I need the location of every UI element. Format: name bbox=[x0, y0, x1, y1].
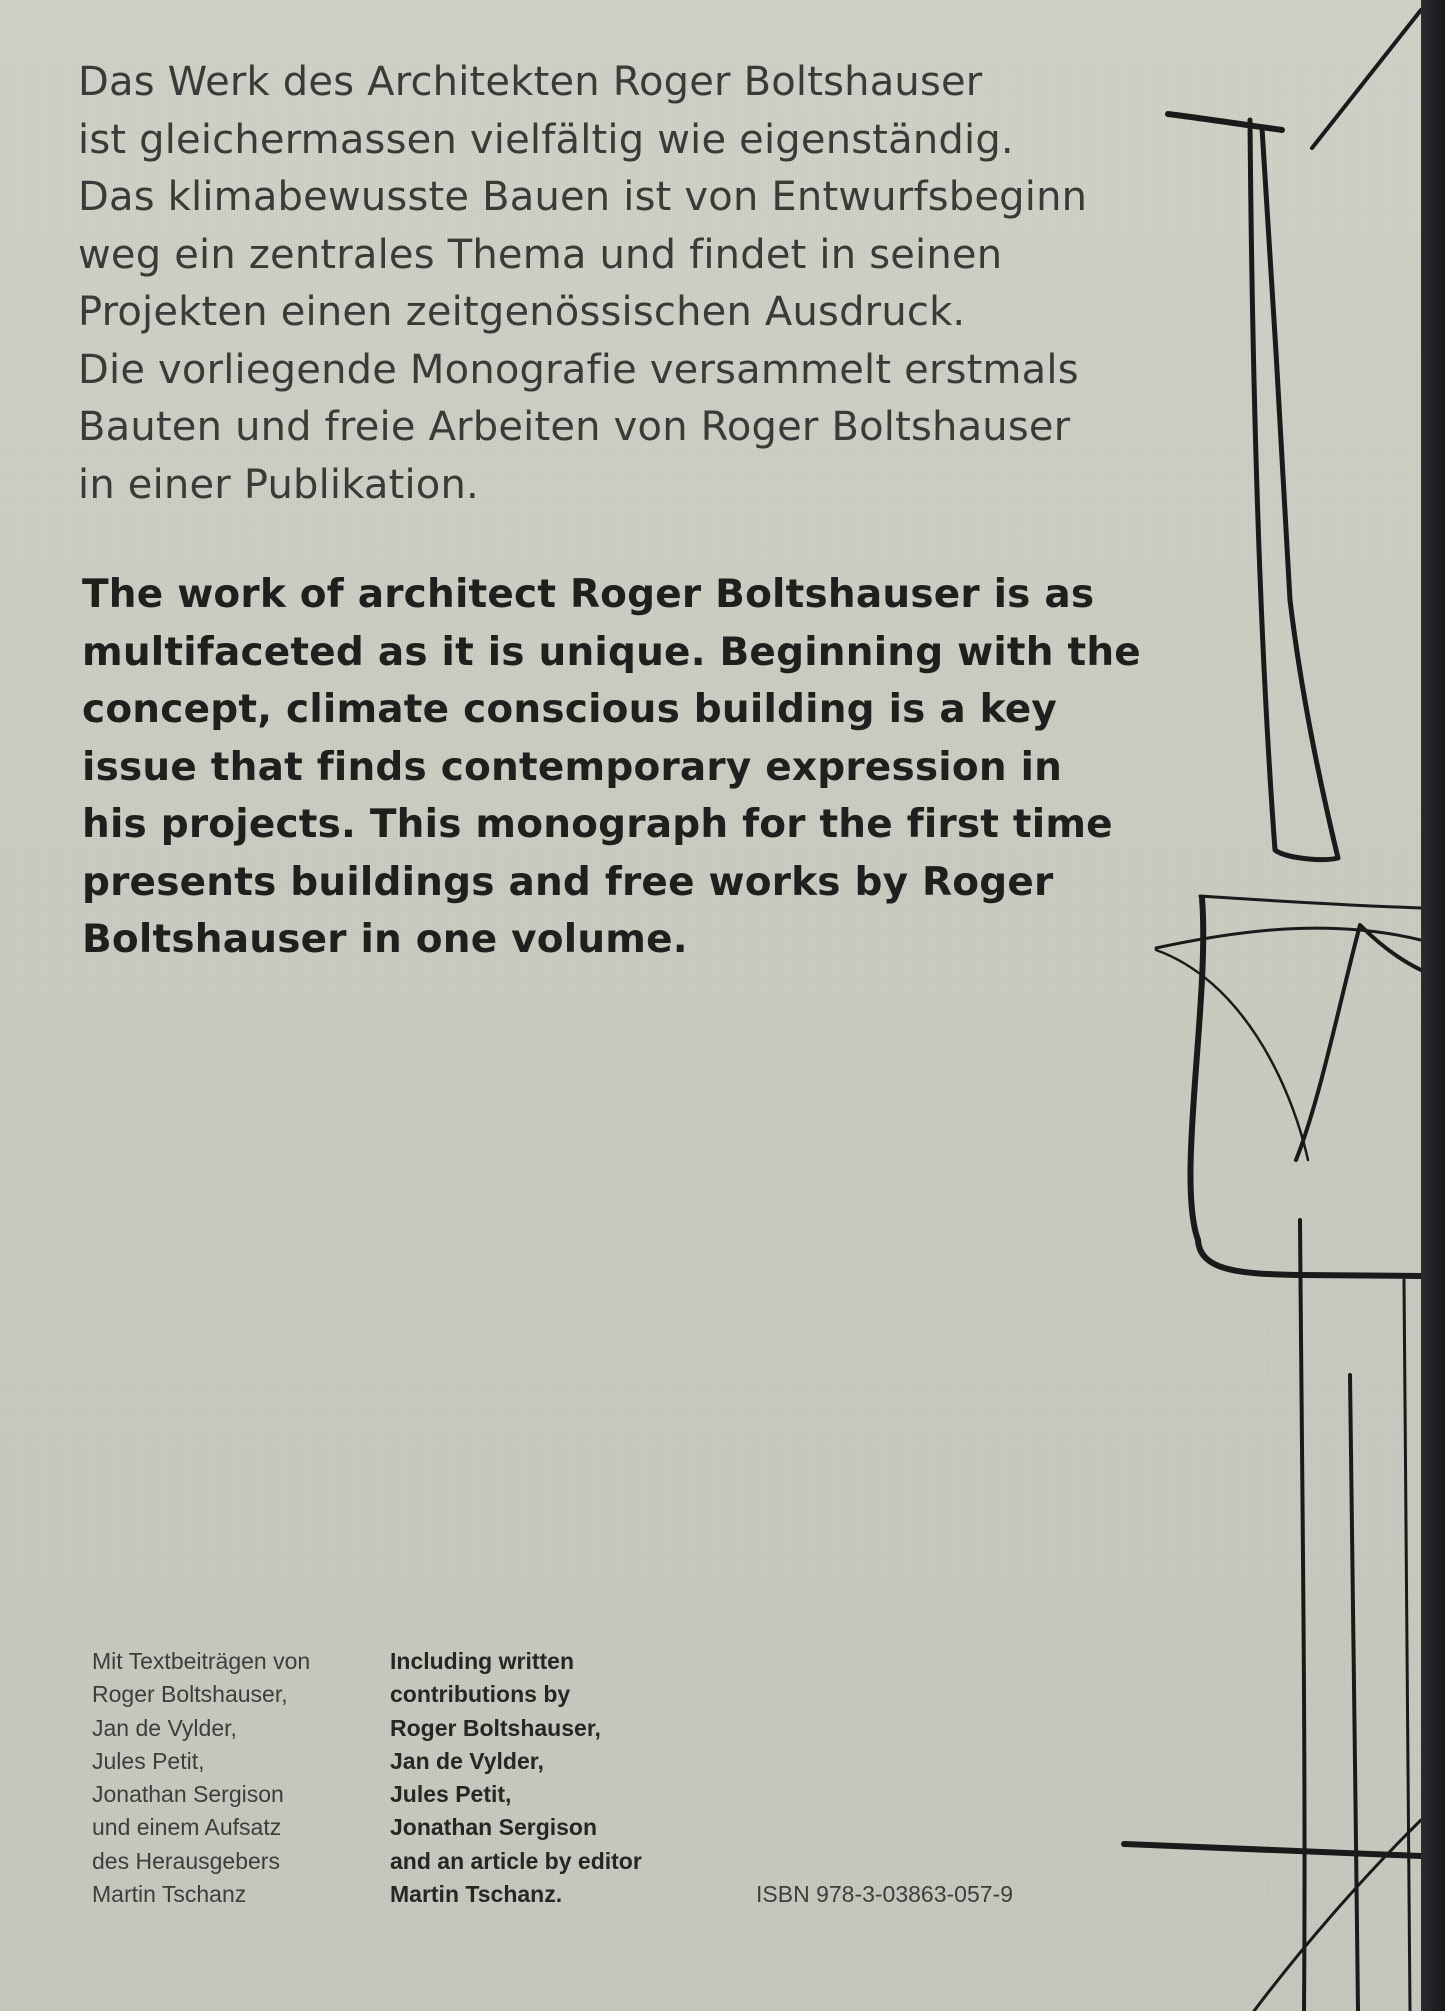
description-german-line: Die vorliegende Monografie versammelt erstmals bbox=[78, 346, 1079, 393]
credits-german bbox=[92, 1645, 310, 1911]
description-german-line: Projekten einen zeitgenössischen Ausdruck. bbox=[78, 289, 966, 335]
sketch-stroke-diagonal bbox=[1312, 10, 1421, 148]
description-german-line: weg ein zentrales Thema und findet in seinen bbox=[78, 231, 1003, 278]
sketch-stroke-vertical-2 bbox=[1350, 1375, 1358, 2011]
credits-english-line: Jonathan Sergison bbox=[390, 1814, 598, 1841]
description-german bbox=[78, 54, 1198, 514]
description-german-line: Das klimabewusste Bauen ist von Entwurfsbeginn bbox=[78, 174, 1088, 220]
credits-english bbox=[390, 1645, 642, 1911]
description-german-line: Bauten und freie Arbeiten von Roger Boltshauser bbox=[78, 404, 1071, 450]
isbn-number: ISBN 978-3-03863-057-9 bbox=[756, 1881, 1013, 1907]
description-english-line: The work of architect Roger Boltshauser is as bbox=[82, 572, 1095, 617]
sketch-stroke-box-top bbox=[1200, 896, 1421, 908]
credits-german-line: Jan de Vylder, bbox=[92, 1714, 237, 1741]
description-english-line: his projects. This monograph for the first time bbox=[82, 802, 1113, 847]
sketch-stroke-column bbox=[1250, 120, 1338, 860]
description-english-line: concept, climate conscious building is a key bbox=[82, 687, 1057, 732]
sketch-stroke-vertical-3 bbox=[1404, 1280, 1410, 2011]
description-english-line: issue that finds contemporary expression in bbox=[82, 744, 1063, 790]
credits-english-line: Jan de Vylder, bbox=[390, 1747, 544, 1774]
description-english bbox=[82, 566, 1202, 969]
credits-german-line: des Herausgebers bbox=[92, 1847, 280, 1874]
book-spine-edge bbox=[1421, 0, 1445, 2011]
credits-german-line: Mit Textbeiträgen von bbox=[92, 1648, 311, 1674]
sketch-stroke-base bbox=[1124, 1844, 1421, 1856]
credits-english-line: Including written bbox=[390, 1648, 574, 1674]
credits-english-line: Martin Tschanz. bbox=[390, 1881, 563, 1908]
description-english-line: multifaceted as it is unique. Beginning with the bbox=[82, 629, 1141, 675]
description-english-line: presents buildings and free works by Roger bbox=[82, 859, 1054, 905]
credits-german-line: Jonathan Sergison bbox=[92, 1781, 284, 1808]
credits-german-line: Martin Tschanz bbox=[92, 1881, 247, 1908]
sketch-stroke-box-ray2 bbox=[1156, 950, 1308, 1160]
credits-english-line: Roger Boltshauser, bbox=[390, 1714, 601, 1741]
description-german-line: ist gleichermassen vielfältig wie eigenständig. bbox=[78, 116, 1014, 163]
credits-english-line: Jules Petit, bbox=[390, 1781, 512, 1808]
credits-german-line: und einem Aufsatz bbox=[92, 1814, 282, 1841]
description-german-line: in einer Publikation. bbox=[78, 461, 479, 508]
sketch-stroke-box-v bbox=[1296, 925, 1421, 1160]
credits-english-line: and an article by editor bbox=[390, 1847, 642, 1874]
description-german-line: Das Werk des Architekten Roger Boltshauser bbox=[78, 59, 983, 105]
sketch-stroke-vertical-1 bbox=[1300, 1220, 1305, 2011]
credits-german-line: Jules Petit, bbox=[92, 1747, 205, 1774]
credits-german-line: Roger Boltshauser, bbox=[92, 1681, 288, 1708]
sketch-stroke-box bbox=[1190, 898, 1421, 1276]
credits-english-line: contributions by bbox=[390, 1681, 571, 1708]
description-english-line: Boltshauser in one volume. bbox=[82, 917, 688, 962]
